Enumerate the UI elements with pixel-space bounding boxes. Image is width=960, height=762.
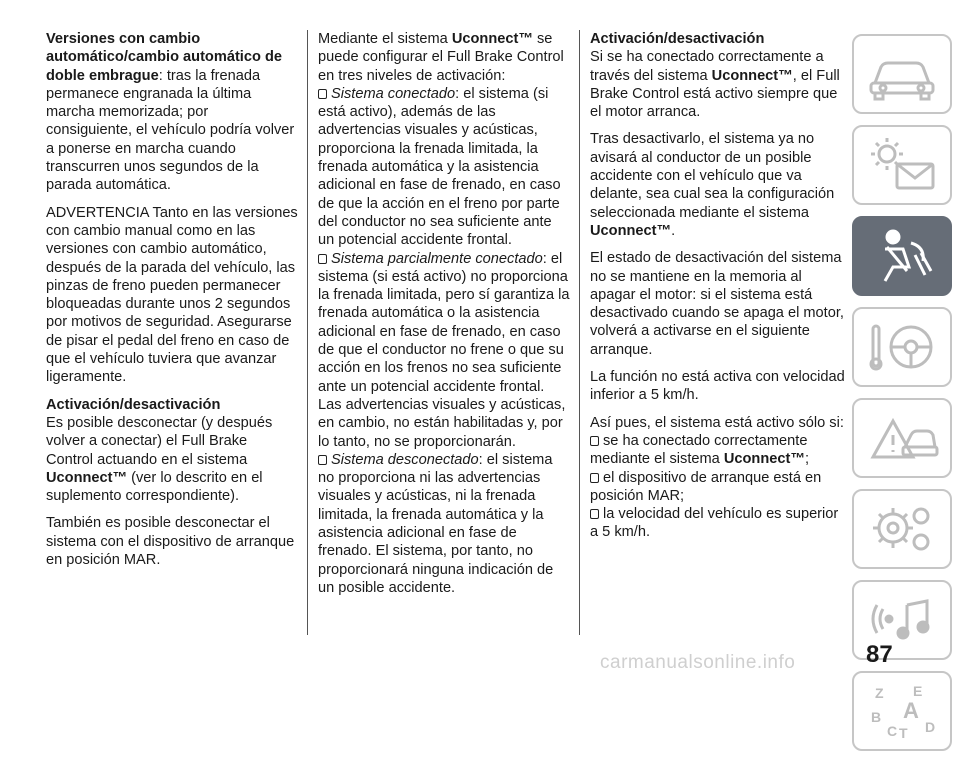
index-letter: E: [913, 683, 923, 699]
section-heading: Activación/desactivación: [46, 396, 221, 413]
tab-airbag-seatbelt[interactable]: [852, 216, 952, 296]
index-letter: C: [887, 723, 898, 739]
car-icon: [863, 43, 941, 105]
tab-car[interactable]: [852, 34, 952, 114]
paragraph-memory: El estado de desactivación del sistema no se mantiene en la memoria al apagar el motor: si el sistema está desactivado cuando se apaga el motor, volverá a activarse en el siguiente arranque.: [590, 250, 844, 358]
text: (ver lo descrito en el suplemento correspondiente).: [46, 469, 263, 505]
column-3: [590, 30, 846, 542]
tab-emergency[interactable]: [852, 398, 952, 478]
uconnect-term: Uconnect™: [590, 222, 672, 239]
text: , el Full Brake Control está activo siempre que el motor arranca.: [590, 67, 840, 121]
text: se puede configurar el Full Brake Control en tres niveles de activación:: [318, 31, 564, 84]
maintenance-icon: [863, 498, 941, 560]
paragraph-mar: También es posible desconectar el sistema con el dispositivo de arranque en posición MAR.: [46, 515, 295, 569]
text: : el sistema (si está activo), además de las advertencias visuales y acústicas, proporciona la frenada limitada, la frenada automática y la asistencia adicional en fase de frenado, en caso de que la acción en el freno por parte del conductor no sea suficiente ante un potencial accidente frontal.: [318, 85, 561, 249]
text: .: [671, 222, 676, 239]
uconnect-term: Uconnect™: [451, 31, 533, 47]
index-letter: B: [871, 709, 882, 725]
text: la velocidad del vehículo es superior a 5 km/h.: [590, 506, 839, 541]
column-2: [318, 30, 570, 597]
text: se ha conectado correctamente mediante el sistema: [590, 432, 808, 468]
column-1: [46, 30, 298, 578]
text: el dispositivo de arranque está en posición MAR;: [590, 469, 822, 504]
index-letter: Z: [875, 685, 884, 701]
paragraph-conditions: Así pues, el sistema está activo sólo si:: [590, 414, 844, 431]
paragraph-connected: [590, 48, 846, 121]
list-item: [590, 432, 846, 469]
checkbox-bullet-icon: [318, 254, 327, 264]
airbag-seatbelt-icon: [863, 225, 941, 287]
text: ;: [804, 451, 809, 468]
term-auto-gearbox: Versiones con cambio automático/cambio automático de doble embrague: [46, 31, 282, 84]
list-item: [318, 250, 570, 451]
list-item: [590, 505, 846, 542]
paragraph-deactivated: [590, 130, 846, 240]
mode-name: Sistema parcialmente conectado: [331, 250, 543, 267]
paragraph-speed: La función no está activa con velocidad inferior a 5 km/h.: [590, 369, 845, 404]
list-item: [318, 451, 570, 597]
section-heading: Activación/desactivación: [590, 31, 765, 47]
tab-steering[interactable]: [852, 307, 952, 387]
warning-paragraph: ADVERTENCIA Tanto en las versiones con cambio manual como en las versiones con cambio automático, después de la parada del vehículo, las pinzas de freno pueden permanecer bloqueadas durante unos 2 segundos por motivos de seguridad. Asegurarse de pisar el pedal del freno en caso de que el vehículo tuviera que avanzar ligeramente.: [46, 204, 298, 386]
checkbox-bullet-icon: [318, 455, 327, 465]
uconnect-term: Uconnect™: [711, 67, 793, 84]
list-item: [590, 469, 846, 506]
checkbox-bullet-icon: [590, 509, 599, 519]
uconnect-term: Uconnect™: [46, 469, 128, 486]
warning-lights-icon: [863, 134, 941, 196]
index-letter: T: [899, 725, 908, 741]
tab-warning-lights[interactable]: [852, 125, 952, 205]
emergency-icon: [863, 407, 941, 469]
tab-index[interactable]: [852, 671, 952, 751]
column-divider: [307, 30, 308, 635]
checkbox-bullet-icon: [590, 436, 599, 446]
paragraph-auto-gearbox: [46, 30, 298, 195]
paragraph-text: : tras la frenada permanece engranada la última marcha memorizada; por consiguiente, el vehículo podría volver a ponerse en marcha cuando transcurren unos segundos de la parada automática.: [46, 67, 295, 194]
text: Tras desactivarlo, el sistema ya no avisará al conductor de un posible accidente con el vehículo que va delante, sea cual sea la configuración seleccionada mediante el sistema: [590, 131, 835, 221]
steering-icon: [863, 316, 941, 378]
checkbox-bullet-icon: [590, 473, 599, 483]
list-item: [318, 85, 570, 250]
tab-maintenance[interactable]: [852, 489, 952, 569]
text: Si se ha conectado correctamente a través del sistema: [590, 49, 824, 84]
index-letter: D: [925, 719, 936, 735]
paragraph-disconnect: [46, 414, 298, 505]
text: Mediante el sistema: [318, 31, 452, 47]
paragraph-intro: [318, 30, 570, 85]
uconnect-term: Uconnect™: [723, 451, 805, 468]
column-divider: [579, 30, 580, 635]
mode-name: Sistema desconectado: [331, 451, 479, 468]
watermark: carmanualsonline.info: [600, 652, 796, 673]
checkbox-bullet-icon: [318, 89, 327, 99]
mode-name: Sistema conectado: [331, 85, 456, 102]
text: Es posible desconectar (y después volver a conectar) el Full Brake Control actuando en el sistema: [46, 414, 273, 468]
text: : el sistema no proporciona ni las advertencias visuales y acústicas, ni la frenada limitada, la frenada automática y la asistencia adicional en fase de frenado. El sistema, por tanto, no proporcionará ninguna indicación de un posible accidente.: [318, 451, 554, 596]
page-number: 87: [866, 641, 893, 668]
text: : el sistema (si está activo) no proporciona la frenada limitada, pero sí garantiza la frenada automática o la asistencia adicional en fase de frenado, en caso de que el conductor no frene o que su acción en los frenos no sea suficiente ante un potencial accidente frontal. Las advertencias visuales y acústicas, en cambio, no están habilitadas y, por lo tanto, no se proporcionarán.: [318, 250, 570, 450]
index-icon: [863, 680, 941, 742]
index-letter: A: [903, 698, 919, 723]
